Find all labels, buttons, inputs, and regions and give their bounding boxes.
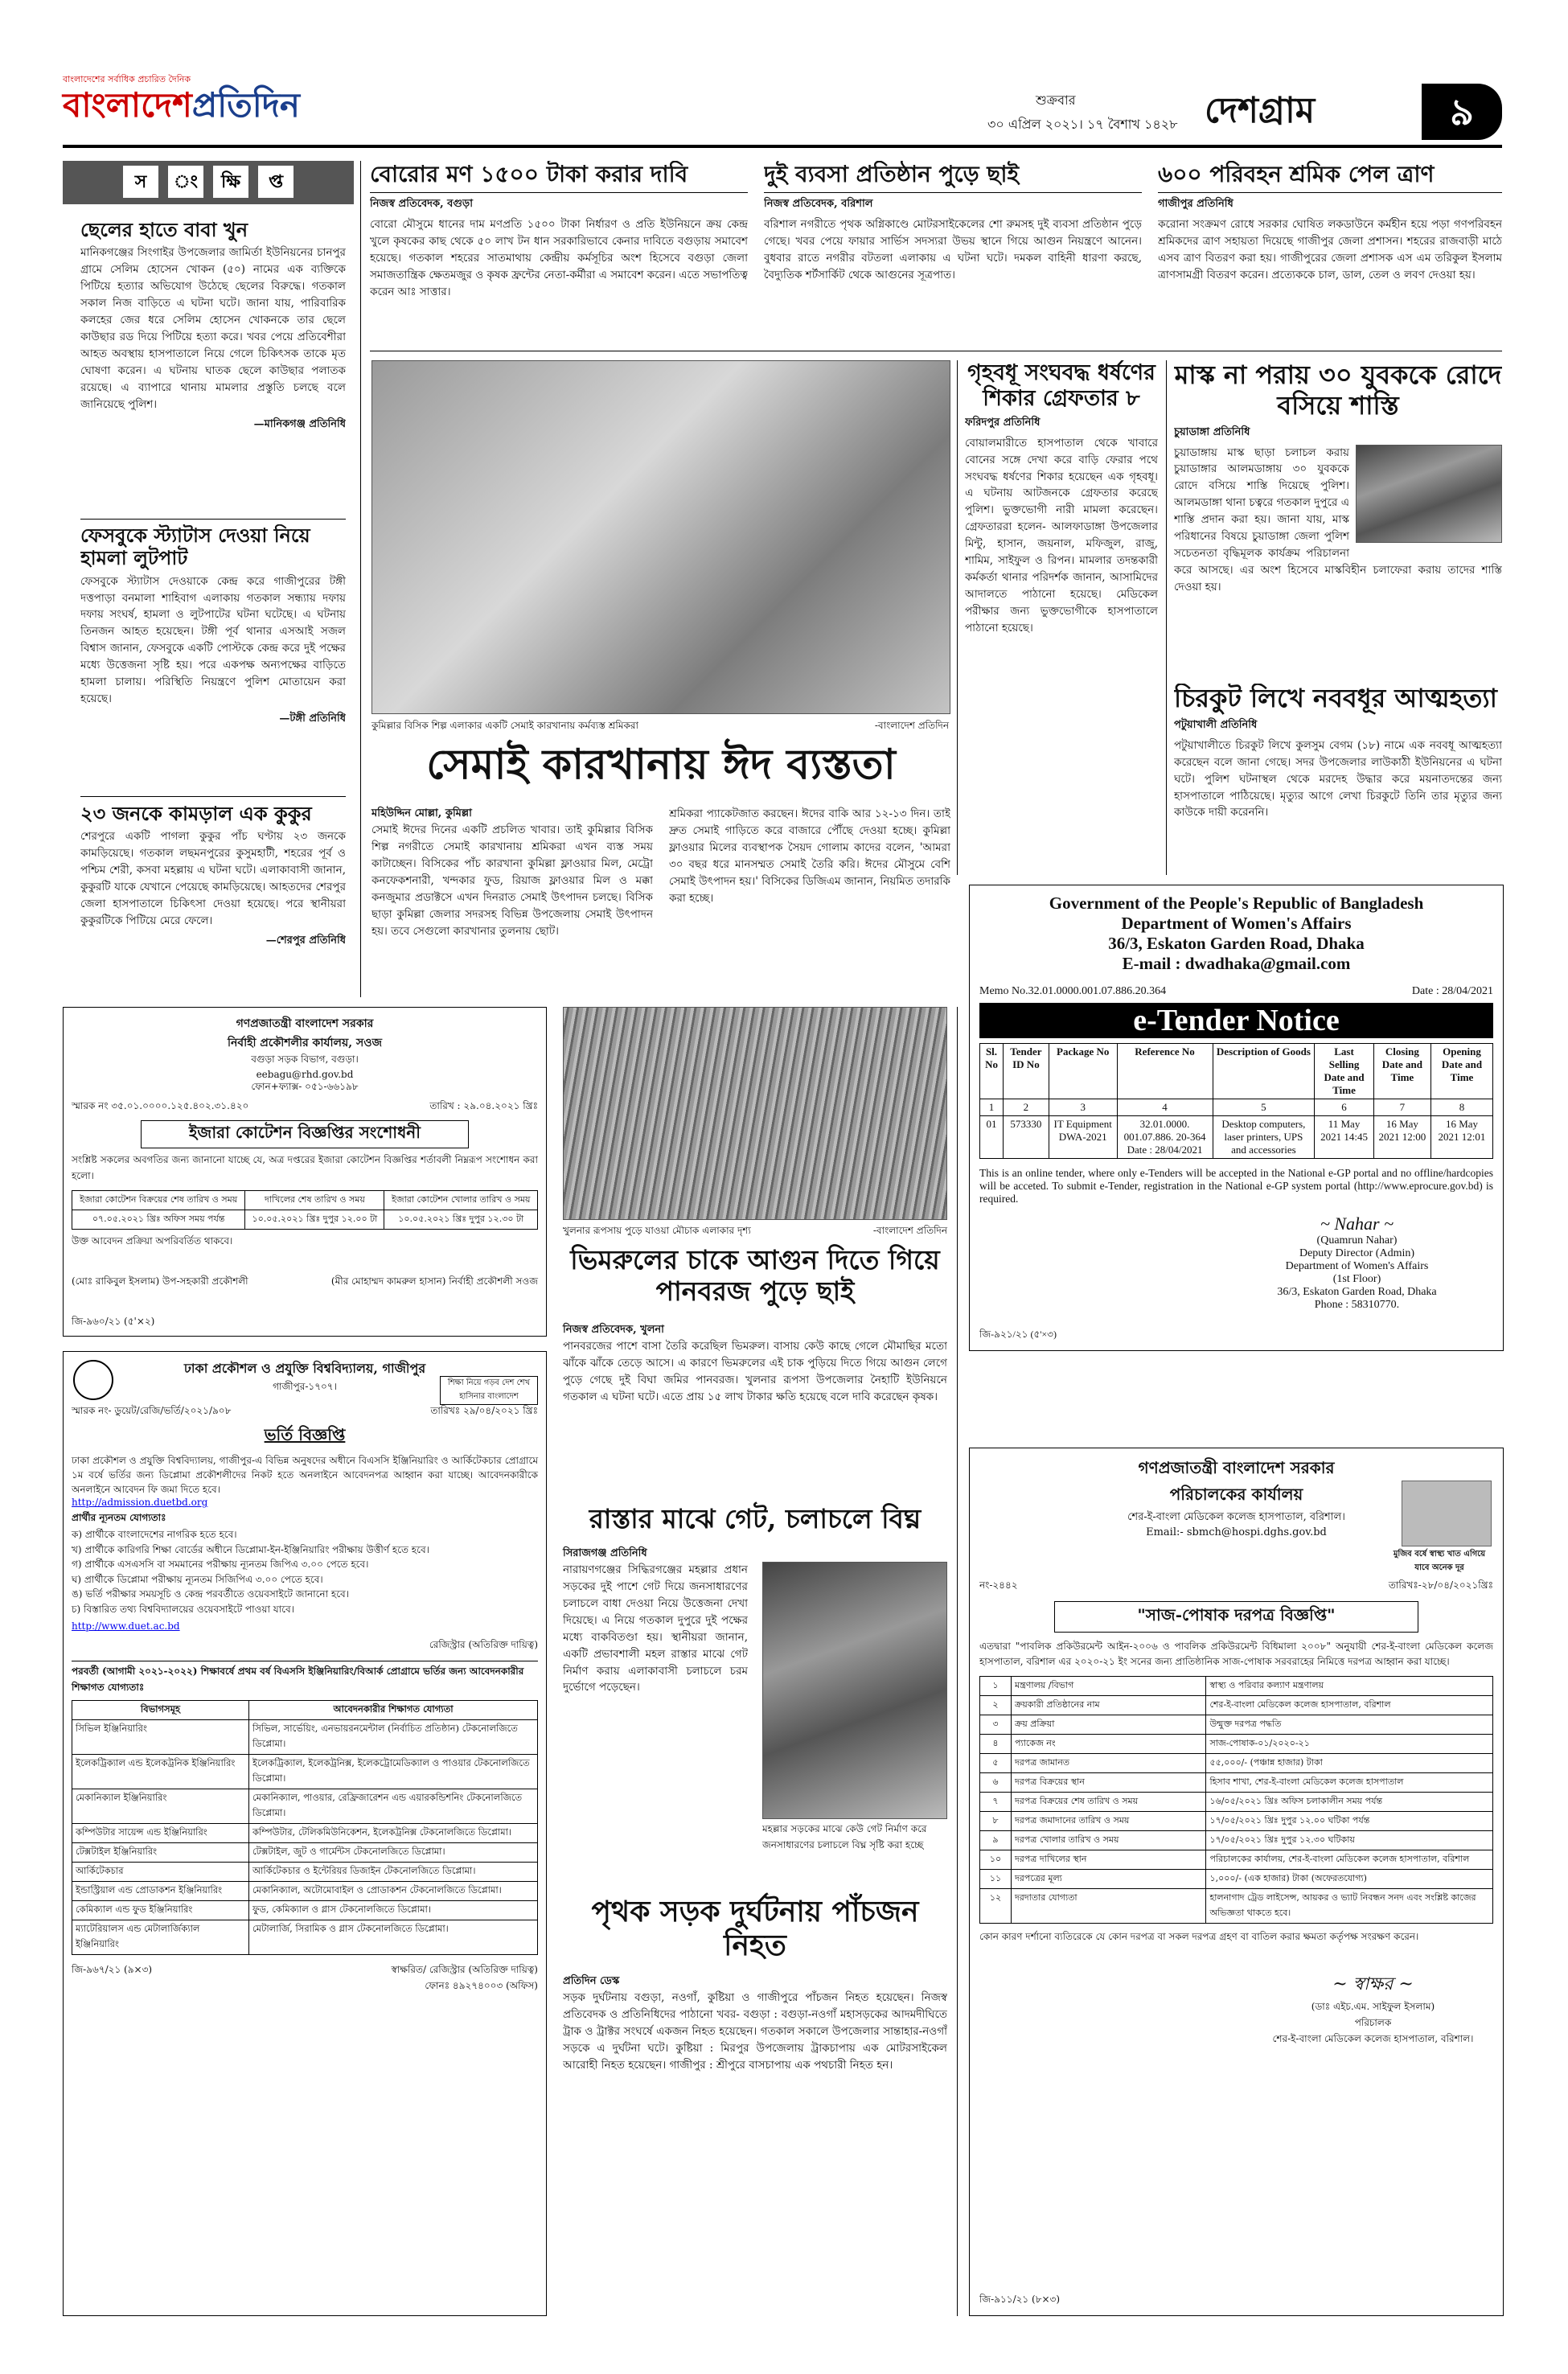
table-row bbox=[72, 1920, 538, 1954]
table-header: বিভাগসমূহ bbox=[72, 1700, 249, 1719]
table-cell: ক্রয় প্রক্রিয়া bbox=[1012, 1715, 1206, 1735]
table-header: Package No bbox=[1049, 1044, 1117, 1099]
masthead-logo-part2: প্রতিদিন bbox=[191, 85, 300, 125]
story-byline: গাজীপুর প্রতিনিধি bbox=[1158, 198, 1233, 211]
table-cell: দরপত্র বিক্রয়ের স্থান bbox=[1012, 1773, 1206, 1793]
table-cell: স্বাস্থ্য ও পরিবার কল্যাণ মন্ত্রণালয় bbox=[1206, 1677, 1493, 1696]
ad-site[interactable]: http://www.duet.ac.bd bbox=[72, 1620, 180, 1632]
qual-title: প্রার্থীর ন্যূনতম যোগ্যতাঃ bbox=[72, 1512, 166, 1523]
table-cell: ১১ bbox=[980, 1870, 1012, 1889]
table-row bbox=[980, 1677, 1493, 1696]
column-rule bbox=[957, 360, 958, 875]
ad-line: Department of Women's Affairs bbox=[1121, 914, 1352, 933]
footer-phone: ফোনঃ ৪৯২৭৪০০৩ (অফিস) bbox=[425, 1979, 538, 1991]
masthead-date: ৩০ এপ্রিল ২০২১। ১৭ বৈশাখ ১৪২৮ bbox=[987, 117, 1178, 132]
signer: রেজিস্ট্রার (অতিরিক্ত দায়িত্ব) bbox=[429, 1638, 538, 1650]
ad-hospital: শের-ই-বাংলা মেডিকেল কলেজ হাসপাতাল, বরিশাল। bbox=[1127, 1511, 1345, 1523]
seat-table bbox=[72, 1700, 538, 1955]
signer-phone: Phone : 58310770. bbox=[1314, 1299, 1400, 1311]
memo-date: Date : 28/04/2021 bbox=[1411, 985, 1493, 997]
table-row bbox=[980, 1850, 1493, 1870]
table-header: Opening Date and Time bbox=[1430, 1044, 1492, 1099]
footer-sign: স্বাক্ষরিত/ রেজিস্ট্রার (অতিরিক্ত দায়িত্ব) bbox=[391, 1963, 538, 1975]
ad-ref: জি-৯১১/২১ (৮×৩) bbox=[979, 2294, 1061, 2305]
vimrul-headline: ভিমরুলের চাকে আগুন দিতে গিয়ে পানবরজ পুড়ে ছাই bbox=[570, 1244, 940, 1307]
brief-body: শেরপুরে একটি পাগলা কুকুর পাঁচ ঘণ্টায় ২৩ জনকে কামড়িয়েছে। গতকাল লছমনপুরের কুসুমহাটী, শহরের পূর্ব ও পশ্চিম শেরী, কসবা মহল্লায় এ ঘটনা ঘটে। এলাকাবাসী জানান, কুকুরটি যাকে যেখানে পেয়েছে কামড়িয়েছে। আহতদের শেরপুর জেলা হাসপাতালে চিকিৎসা দেওয়া হয়েছে। পরে স্থানীয়রা কুকুরটিকে পিটিয়ে মেরে ফেলে। bbox=[80, 830, 346, 927]
table-cell: ফুড, কেমিক্যাল ও গ্লাস টেকনোলজিতে ডিপ্লোমা। bbox=[249, 1900, 538, 1920]
table-header: Tender ID No bbox=[1004, 1044, 1049, 1099]
table-cell: দরদাতার যোগ্যতা bbox=[1012, 1889, 1206, 1924]
photo-credit: -বাংলাদেশ প্রতিদিন bbox=[874, 720, 949, 731]
ad-title: ভর্তি বিজ্ঞপ্তি bbox=[264, 1425, 346, 1444]
table-cell: মেকানিক্যাল, অটোমোবাইল ও প্রোডাকশন টেকনোলজিতে ডিপ্লোমা। bbox=[249, 1881, 538, 1900]
story-byline: ফরিদপুর প্রতিনিধি bbox=[965, 416, 1041, 429]
table-cell: দরপত্রের মূল্য bbox=[1012, 1870, 1206, 1889]
ad-duet bbox=[63, 1351, 547, 2316]
table-cell: ম্যাটেরিয়ালস এন্ড মেটালার্জিক্যাল ইঞ্জিনিয়ারিং bbox=[72, 1920, 249, 1954]
signer-title: Deputy Director (Admin) bbox=[1299, 1247, 1415, 1259]
signer-dept: Department of Women's Affairs bbox=[1285, 1260, 1429, 1272]
table-cell: টেক্সটাইল, জুট ও গার্মেন্টস টেকনোলজিতে ডিপ্লোমা। bbox=[249, 1842, 538, 1862]
table-cell: ১০.০৫.২০২১ খ্রিঃ দুপুর ১২.০০ টা bbox=[245, 1210, 384, 1230]
table-row bbox=[980, 1696, 1493, 1715]
photo-caption: কুমিল্লার বিসিক শিল্প এলাকার একটি সেমাই কারখানায় কর্মব্যস্ত শ্রমিকরা bbox=[371, 720, 638, 731]
table-header: Last Selling Date and Time bbox=[1315, 1044, 1373, 1099]
signer-title: পরিচালক bbox=[1354, 2017, 1392, 2029]
grihobodhu-story bbox=[965, 360, 1158, 875]
top-story bbox=[764, 161, 1142, 346]
table-cell: ২ bbox=[980, 1696, 1012, 1715]
table-cell: ইলেকট্রিক্যাল, ইলেকট্রনিক্স, ইলেকট্রোমেডিক্যাল ও পাওয়ার টেকনোলজিতে ডিপ্লোমা। bbox=[249, 1754, 538, 1789]
table-cell: মেকানিক্যাল, পাওয়ার, রেফ্রিজারেশন এন্ড এয়ারকন্ডিশনিং টেকনোলজিতে ডিপ্লোমা। bbox=[249, 1789, 538, 1823]
ad-institution: ঢাকা প্রকৌশল ও প্রযুক্তি বিশ্ববিদ্যালয়, গাজীপুর bbox=[183, 1361, 426, 1376]
table-header: ইজারা কোটেশন খোলার তারিখ ও সময় bbox=[384, 1191, 538, 1210]
table-header: ইজারা কোটেশন বিক্রয়ের শেষ তারিখ ও সময় bbox=[72, 1191, 245, 1210]
accident-byline: প্রতিদিন ডেস্ক bbox=[563, 1975, 620, 1987]
raster-body: নারায়ণগঞ্জের সিদ্ধিরগঞ্জের মহল্লার প্রধান সড়কের দুই পাশে গেট দিয়ে জনসাধারণের চলাচলে বাধা দেওয়া নিয়ে উত্তেজনা দেখা দিয়েছে। এ নিয়ে গতকাল দুপুরে দুই পক্ষের মধ্যে বাকবিতণ্ডা হয়। স্থানীয়রা জানান, একটি প্রভাবশালী মহল রাস্তার মাঝে গেট নির্মাণ করায় এলাকাবাসী চলাচলে চরম দুর্ভোগে পড়েছেন। bbox=[563, 1563, 748, 1694]
ad-gov: গণপ্রজাতন্ত্রী বাংলাদেশ সরকার bbox=[1138, 1458, 1335, 1477]
raster-byline: সিরাজগঞ্জ প্রতিনিধি bbox=[563, 1547, 647, 1559]
table-cell: দরপত্র জমাদানের তারিখ ও সময় bbox=[1012, 1812, 1206, 1831]
story-body: করোনা সংক্রমণ রোধে সরকার ঘোষিত লকডাউনে কর্মহীন হয়ে পড়া গণপরিবহন শ্রমিকদের ত্রাণ সহায়তা দিয়েছে গাজীপুর জেলা প্রশাসন। শহরের রাজবাড়ী মাঠে এসব ত্রাণ বিতরণ করা হয়। গাজীপুরের জেলা প্রশাসক এস এম তরিকুল ইসলাম ত্রাণসামগ্রী বিতরণ করেন। প্রত্যেককে চাল, ডাল, তেল ও লবণ দেওয়া হয়। bbox=[1158, 218, 1502, 281]
ad-ref: জি-৯৬৭/২১ (৯×৩) bbox=[72, 1963, 153, 1975]
ad-email: Email:- sbmch@hospi.dghs.gov.bd bbox=[1146, 1526, 1327, 1538]
story-body: বোরো মৌসুমে ধানের দাম মণপ্রতি ১৫০০ টাকা নির্ধারণ ও প্রতি ইউনিয়নে ক্রয় কেন্দ্র খুলে কৃষকের কাছ থেকে ৫০ লাখ টন ধান সরকারিভাবে কেনার দাবিতে বগুড়ায় সমাবেশ হয়েছে। গতকাল শহরের সাতমাথায় কেন্দ্রীয় কর্মসূচির অংশ হিসেবে বগুড়া জেলা সমাজতান্ত্রিক ক্ষেতমজুর ও কৃষক ফ্রন্টের নেতা-কর্মীরা এ সমাবেশ করেন। এতে সভাপতিত্ব করেন আঃ সাত্তার। bbox=[370, 218, 748, 298]
table-header: Closing Date and Time bbox=[1373, 1044, 1430, 1099]
semai-photo bbox=[371, 360, 950, 714]
tender-note: This is an online tender, where only e-Tenders will be accepted in the National e-GP portal and no offline/hardcopies will be acceted. To submit e-Tender, registration in the National e-GP system portal (http://www.eprocure.gov.bd) is required. bbox=[979, 1167, 1493, 1205]
mask-photo bbox=[1356, 445, 1502, 543]
table-cell: 2 bbox=[1004, 1099, 1049, 1116]
story-byline: চুয়াডাঙ্গা প্রতিনিধি bbox=[1174, 425, 1250, 438]
photo-credit: -বাংলাদেশ প্রতিদিন bbox=[872, 1225, 947, 1236]
table-row bbox=[980, 1754, 1493, 1773]
table-cell: পরিচালকের কার্যালয়, শের-ই-বাংলা মেডিকেল কলেজ হাসপাতাল, বরিশাল bbox=[1206, 1850, 1493, 1870]
memo-number: স্মারক নং ৩৫.০১.০০০০.১২৫.৪০২.৩১.৪২০ bbox=[72, 1100, 249, 1111]
table-header: Sl. No bbox=[980, 1044, 1004, 1099]
column-rule bbox=[360, 161, 361, 997]
signature-icon: ~ Nahar ~ bbox=[1320, 1214, 1394, 1234]
story-headline: চিরকুট লিখে নববধূর আত্মহত্যা bbox=[1174, 684, 1497, 713]
table-cell: প্যাকেজ নং bbox=[1012, 1735, 1206, 1754]
ad-badge: মুজিব বর্ষে স্বাস্থ্য খাত এগিয়ে যাবে অনেক দূর bbox=[1393, 1550, 1486, 1572]
table-cell: শের-ই-বাংলা মেডিকেল কলেজ হাসপাতাল, বরিশাল bbox=[1206, 1696, 1493, 1715]
memo-date: তারিখঃ ২৯/০৪/২০২১ খ্রিঃ bbox=[430, 1405, 538, 1416]
top-story bbox=[370, 161, 748, 346]
table-cell: ৬ bbox=[980, 1773, 1012, 1793]
semai-body-1: সেমাই ঈদের দিনের একটি প্রচলিত খাবার। তাই কুমিল্লার বিসিক শিল্প নগরীতে সেমাই কারখানায় শ্রমিকরা এখন ব্যস্ত সময় কাটাচ্ছেন। বিসিকের পাঁচ কারখানা কুমিল্লা ফ্লাওয়ার মিল, মেট্রো কনফেকশনারী, খন্দকার ফুড, রিয়াজ ফ্লাওয়ার মিল ও মক্কা কনজুমার প্রডাক্টসে এখন দিনরাত সেমাই উৎপাদন চলছে। বিসিক ছাড়া কুমিল্লা জেলার সদরসহ বিভিন্ন উপজেলায় সেমাই উৎপাদন হয়। তবে সেগুলো কারখানার তুলনায় ছোট। bbox=[371, 824, 653, 938]
table-row bbox=[72, 1881, 538, 1900]
memo-number: Memo No.32.01.0000.001.07.886.20.364 bbox=[979, 985, 1167, 997]
table-cell: দরপত্র খোলার তারিখ ও সময় bbox=[1012, 1831, 1206, 1850]
table-cell: 3 bbox=[1049, 1099, 1117, 1116]
semai-headline: সেমাই কারখানায় ঈদ ব্যস্ততা bbox=[426, 740, 896, 789]
ad-email: eebagu@rhd.gov.bd bbox=[256, 1069, 354, 1080]
ad-women-affairs bbox=[969, 885, 1504, 1351]
table-cell: 4 bbox=[1117, 1099, 1213, 1116]
table-cell: ১০.০৫.২০২১ খ্রিঃ দুপুর ১২.৩০ টা bbox=[384, 1210, 538, 1230]
brief-title: ২৩ জনকে কামড়াল এক কুকুর bbox=[80, 803, 312, 825]
masthead-day: শুক্রবার bbox=[1036, 92, 1076, 108]
table-header: আবেদনকারীর শিক্ষাগত যোগ্যতা bbox=[249, 1700, 538, 1719]
table-cell: ১ bbox=[980, 1677, 1012, 1696]
table-row bbox=[980, 1715, 1493, 1735]
table-cell: আর্কিটেকচার bbox=[72, 1862, 249, 1881]
ad-badge: শিক্ষা নিয়ে গড়ব দেশ শেখ হাসিনার বাংলাদেশ bbox=[440, 1376, 538, 1405]
table-cell: সাজ-পোষাক-০১/২০২০-২১ bbox=[1206, 1735, 1493, 1754]
column-rule bbox=[1166, 360, 1167, 875]
brief-credit: —শেরপুর প্রতিনিধি bbox=[265, 934, 346, 947]
semai-body-2: শ্রমিকরা প্যাকেটজাত করছেন। ঈদের বাকি আর ১২-১৩ দিন। তাই দ্রুত সেমাই গাড়িতে করে বাজারে পৌঁছে দেওয়া হচ্ছে। কুমিল্লা ফ্লাওয়ার মিলের ব্যবস্থাপক সৈয়দ গোলাম কাদের বলেন, 'আমরা ৩০ বছর ধরে মানসম্মত সেমাই তৈরি করি। ঈদের মৌসুমে বেশি সেমাই উৎপাদন হয়।' বিসিকের ডিজিএম জানান, নিয়মিত তদারকি করা হচ্ছে। bbox=[669, 807, 950, 905]
brief-title: ছেলের হাতে বাবা খুন bbox=[80, 219, 248, 241]
ad-line: E-mail : dwadhaka@gmail.com bbox=[1122, 954, 1351, 973]
top-story bbox=[1158, 161, 1502, 346]
signer-addr: 36/3, Eskaton Garden Road, Dhaka bbox=[1277, 1286, 1437, 1298]
list-item: ঘ) প্রার্থীকে ডিপ্লোমা পরীক্ষায় ন্যূনতম সিজিপিএ ৩.০০ পেতে হবে। bbox=[72, 1573, 323, 1585]
table-cell: মন্ত্রণালয় /বিভাগ bbox=[1012, 1677, 1206, 1696]
ad-intro: এতদ্বারা "পাবলিক প্রকিউরমেন্ট আইন-২০০৬ ও পাবলিক প্রকিউরমেন্ট বিধিমালা ২০০৮" অনুযায়ী শের-ই-বাংলা মেডিকেল কলেজ হাসপাতাল, বরিশাল এর ২০২০-২১ ইং সনের জন্য প্রাতিষ্ঠানিক সাজ-পোষাক সরবরাহের নিমিত্তে দরপত্র আহ্বান করা যাচ্ছে। bbox=[979, 1641, 1493, 1668]
ad-ref: জি-৯২১/২১ (৫'×৩) bbox=[979, 1329, 1057, 1340]
ad-body: ঢাকা প্রকৌশল ও প্রযুক্তি বিশ্ববিদ্যালয়, গাজীপুর-এ বিভিন্ন অনুষদের অধীনে বিএসসি ইঞ্জিনিয়ারিং ও আর্কিটেকচার প্রোগ্রামে ১ম বর্ষে ভর্তির জন্য ডিপ্লোমা প্রকৌশলীদের নিকট হতে অনলাইনে আবেদনপত্র আহ্বান করা যাচ্ছে। আবেদনকারীকে অনলাইনে আবেদন ফি জমা দিতে হবে। bbox=[72, 1455, 538, 1495]
ad-url[interactable]: http://admission.duetbd.org bbox=[72, 1497, 208, 1508]
brief-item bbox=[80, 524, 346, 794]
memo-date: তারিখ : ২৯.০৪.২০২১ খ্রিঃ bbox=[429, 1100, 538, 1111]
vimrul-byline: নিজস্ব প্রতিবেদক, খুলনা bbox=[563, 1324, 664, 1336]
tender-table bbox=[979, 1676, 1493, 1924]
brief-body: মানিকগঞ্জের সিংগাইর উপজেলার জামির্তা ইউনিয়নের চানপুর গ্রামে সেলিম হোসেন খোকন (৫০) নামের এক ব্যক্তিকে পিটিয়ে হত্যার অভিযোগ উঠেছে ছেলের বিরুদ্ধে। গতকাল সকাল নিজ বাড়িতে এ ঘটনা ঘটে। জানা যায়, পারিবারিক কলহের জের ধরে সেলিম হোসেন খোকনকে তার ছেলে কাউছার রড দিয়ে পিটিয়ে হত্যা করে। খবর পেয়ে প্রতিবেশীরা আহত অবস্থায় হাসপাতালে নিয়ে গেলে চিকিৎসক তাকে মৃত ঘোষণা করেন। এ ঘটনায় ঘাতক ছেলে কাউছার পলাতক রয়েছে। এ ব্যাপারে থানায় মামলার প্রস্তুতি চলছে বলে জানিয়েছে পুলিশ। bbox=[80, 246, 346, 411]
list-item: গ) প্রার্থীকে এসএসসি বা সমমানের পরীক্ষায় ন্যূনতম জিপিএ ৩.০০ পেতে হবে। bbox=[72, 1559, 369, 1571]
list-item: খ) প্রার্থীকে কারিগরি শিক্ষা বোর্ডের অধীনে ডিপ্লোমা-ইন-ইঞ্জিনিয়ারিং পরীক্ষায় উত্তীর্ণ হতে হবে। bbox=[72, 1543, 429, 1555]
brief-item bbox=[80, 219, 346, 515]
table-row bbox=[980, 1870, 1493, 1889]
table-cell: উন্মুক্ত দরপত্র পদ্ধতি bbox=[1206, 1715, 1493, 1735]
table-cell: মেটালার্জি, সিরামিক ও গ্লাস টেকনোলজিতে ডিপ্লোমা। bbox=[249, 1920, 538, 1954]
story-body: বোয়ালমারীতে হাসপাতাল থেকে খাবারে বোনের সঙ্গে দেখা করে বাড়ি ফেরার পথে সংঘবদ্ধ ধর্ষণের শিকার হয়েছেন এক গৃহবধূ। এ ঘটনায় আটজনকে গ্রেফতার করেছে পুলিশ। ভুক্তভোগী নারী মামলা করেছেন। গ্রেফতাররা হলেন- আলফাডাঙ্গা উপজেলার মিন্টু, হাসান, জয়নাল, মফিজুল, রাজু, শামিম, সাইফুল ও রিপন। মামলার তদন্তকারী কর্মকর্তা থানার পরিদর্শক জানান, আসামিদের আদালতে পাঠানো হয়েছে। মেডিকেল পরীক্ষার জন্য ভুক্তভোগীকে হাসপাতালে পাঠানো হয়েছে। bbox=[965, 436, 1158, 635]
accident-body: সড়ক দুর্ঘটনায় বগুড়া, নওগাঁ, কুষ্টিয়া ও গাজীপুরে পাঁচজন নিহত হয়েছেন। নিজস্ব প্রতিবেদক ও প্রতিনিধিদের পাঠানো খবর- বগুড়া : বগুড়া-নওগাঁ মহাসড়কের আদমদীঘিতে ট্রাক ও ট্রাক্টর সংঘর্ষে একজন নিহত হয়েছেন। গতকাল সকালে উপজেলার সান্তাহার-নওগাঁ সড়কে এ দুর্ঘটনা ঘটে। কুষ্টিয়া : মিরপুর উপজেলায় ট্রাকচাপায় এক মোটরসাইকেল আরোহী নিহত হয়েছেন। গাজীপুর : শ্রীপুরে বাসচাপায় এক পথচারী নিহত হন। bbox=[563, 1991, 947, 2072]
table-cell: Desktop computers, laser printers, UPS and accessories bbox=[1213, 1116, 1315, 1159]
brief-item bbox=[80, 803, 346, 996]
photo-caption: মহল্লার সড়কের মাঝে কেউ গেট নির্মাণ করে জনসাধারণের চলাচলে বিঘ্ন সৃষ্টি করা হচ্ছে bbox=[762, 1823, 927, 1850]
table-cell: ১২ bbox=[980, 1889, 1012, 1924]
brief-letter: ং bbox=[168, 166, 203, 198]
section-title: দেশগ্রাম bbox=[1205, 90, 1316, 131]
accident-headline: পৃথক সড়ক দুর্ঘটনায় পাঁচজন নিহত bbox=[591, 1895, 919, 1963]
signer-right: (মীর মোহাম্মদ কামরুল হাসান) নির্বাহী প্রকৌশলী সওজ bbox=[330, 1275, 538, 1287]
tender-table bbox=[979, 1043, 1493, 1159]
table-cell: হালনাগাদ ট্রেড লাইসেন্স, আয়কর ও ভ্যাট নিবন্ধন সনদ এবং সংশ্লিষ্ট কাজের অভিজ্ঞতা থাকতে হবে। bbox=[1206, 1889, 1493, 1924]
mask-story bbox=[1174, 360, 1502, 678]
column-rule bbox=[957, 1007, 958, 2316]
table-cell: ১৬/০৫/২০২১ খ্রিঃ অফিস চলাকালীন সময় পর্যন্ত bbox=[1206, 1793, 1493, 1812]
table-row bbox=[980, 1773, 1493, 1793]
table-cell: আর্কিটেকচার ও ইন্টেরিয়র ডিজাইন টেকনোলজিতে ডিপ্লোমা। bbox=[249, 1862, 538, 1881]
masthead-logo bbox=[63, 85, 300, 125]
table-row bbox=[72, 1719, 538, 1754]
table-row bbox=[72, 1842, 538, 1862]
ad-division: বগুড়া সড়ক বিভাগ, বগুড়া। bbox=[251, 1054, 359, 1065]
table-cell: 6 bbox=[1315, 1099, 1373, 1116]
raster-photo bbox=[762, 1562, 947, 1819]
story-body: বরিশাল নগরীতে পৃথক অগ্নিকাণ্ডে মোটরসাইকেলের শো রুমসহ দুই ব্যবসা প্রতিষ্ঠান পুড়ে গেছে। খবর পেয়ে ফায়ার সার্ভিস সদস্যরা উভয় স্থানে গিয়ে আগুন নিয়ন্ত্রণে আনেন। বুধবার রাতে নগরীর বটতলা এলাকায় এ ঘটনা ঘটে। দমকল বাহিনী ধারণা করছে, বৈদ্যুতিক শর্টসার্কিট থেকে আগুনের সূত্রপাত। bbox=[764, 218, 1142, 281]
divider bbox=[80, 796, 346, 797]
table-cell: সিভিল ইঞ্জিনিয়ারিং bbox=[72, 1719, 249, 1754]
ad-office: পরিচালকের কার্যালয় bbox=[1169, 1485, 1303, 1504]
page-number: ৯ bbox=[1422, 84, 1502, 140]
signer-org: শের-ই-বাংলা মেডিকেল কলেজ হাসপাতাল, বরিশাল। bbox=[1272, 2033, 1474, 2045]
ad-title: "সাজ-পোষাক দরপত্র বিজ্ঞপ্তি" bbox=[1054, 1601, 1418, 1633]
table-row bbox=[72, 1823, 538, 1842]
table-cell: কম্পিউটার, টেলিকমিউনিকেশন, ইলেকট্রনিক্স টেকনোলজিতে ডিপ্লোমা। bbox=[249, 1823, 538, 1842]
table-row bbox=[980, 1889, 1493, 1924]
vimrul-body: পানবরজের পাশে বাসা তৈরি করেছিল ভিমরুল। বাসায় কেউ কাছে গেলে মৌমাছির মতো ঝাঁকে ঝাঁকে তেড়ে আসে। এ কারণে ভিমরুলের এই চাক পুড়িয়ে দিতে গিয়ে আগুন লেগে পুড়ে গেছে দুই বিঘা জমির পানবরজ। খুলনার রূপসা উপজেলার নৈহাটি ইউনিয়নে গতকাল এ ঘটনা ঘটে। এতে প্রায় ১৫ লাখ টাকার ক্ষতি হয়েছে বলে দাবি করেছেন কৃষক। bbox=[563, 1340, 947, 1403]
brief-body: ফেসবুকে স্ট্যাটাস দেওয়াকে কেন্দ্র করে গাজীপুরের টঙ্গী দত্তপাড়া বনমালা শাহিবাগ এলাকায় গতকাল সন্ধ্যায় দফায় দফায় সংঘর্ষ, হামলা ও লুটপাটের ঘটনা ঘটেছে। এ ঘটনায় তিনজন আহত হয়েছেন। টঙ্গী পূর্ব থানার এসআই সজল বিশ্বাস জানান, ফেসবুকে একটি পোস্টকে কেন্দ্র করে দুই পক্ষের মধ্যে উত্তেজনা সৃষ্টি হয়। পরে একপক্ষ অন্যপক্ষের বাড়িতে হামলা চালায়। পরিস্থিতি নিয়ন্ত্রণে পুলিশ মোতায়েন করা হয়েছে। bbox=[80, 574, 346, 706]
masthead bbox=[63, 50, 1502, 146]
table-cell: ১৭/০৫/২০২১ খ্রিঃ দুপুর ১২.০০ ঘটিকা পর্যন্ত bbox=[1206, 1812, 1493, 1831]
portrait-icon bbox=[1402, 1481, 1492, 1546]
chirkut-story bbox=[1174, 684, 1502, 877]
table-cell: ৮ bbox=[980, 1812, 1012, 1831]
ad-office: নির্বাহী প্রকৌশলীর কার্যালয়, সওজ bbox=[227, 1037, 383, 1049]
table-cell: হিসাব শাখা, শের-ই-বাংলা মেডিকেল কলেজ হাসপাতাল bbox=[1206, 1773, 1493, 1793]
table-row bbox=[72, 1789, 538, 1823]
brief-letter: ক্ষি bbox=[213, 166, 248, 198]
list-item: ক) প্রার্থীকে বাংলাদেশের নাগরিক হতে হবে। bbox=[72, 1529, 237, 1540]
semai-byline: মহিউদ্দিন মোল্লা, কুমিল্লা bbox=[371, 807, 472, 819]
table-header: দাখিলের শেষ তারিখ ও সময় bbox=[245, 1191, 384, 1210]
masthead-tagline: বাংলাদেশের সর্বাধিক প্রচারিত দৈনিক bbox=[63, 74, 191, 84]
ad-phone: ফোন+ফ্যাক্স- ০৫১-৬৬১৯৮ bbox=[251, 1081, 359, 1092]
ad-bagura-rhd bbox=[63, 1007, 547, 1337]
table-cell: ৫৫,০০০/- (পঞ্চান্ন হাজার) টাকা bbox=[1206, 1754, 1493, 1773]
story-body: পটুয়াখালীতে চিরকুট লিখে কুলসুম বেগম (১৮) নামে এক নববধূ আত্মহত্যা করেছেন বলে জানা গেছে। সদর উপজেলার লাউকাঠী ইউনিয়নের এ ঘটনা ঘটে। পুলিশ ঘটনাস্থল থেকে মরদেহ উদ্ধার করে ময়নাতদন্তের জন্য হাসপাতালে পাঠিয়েছে। মৃত্যুর আগে লেখা চিরকুটে তিনি তার মৃত্যুর জন্য কাউকে দায়ী করেননি। bbox=[1174, 738, 1502, 819]
table-cell: ০৭.০৫.২০২১ খ্রিঃ অফিস সময় পর্যন্ত bbox=[72, 1210, 245, 1230]
table-row bbox=[72, 1754, 538, 1789]
table-header: Reference No bbox=[1117, 1044, 1213, 1099]
ad-line: Government of the People's Republic of Bangladesh bbox=[1049, 893, 1424, 913]
story-byline: নিজস্ব প্রতিবেদক, বরিশাল bbox=[764, 198, 873, 211]
signer-name: (ডাঃ এইচ.এম. সাইফুল ইসলাম) bbox=[1311, 2001, 1435, 2013]
table-cell: সিভিল, সার্ভেয়িং, এনভায়রনমেন্টাল (নির্বাচিত প্রতিষ্ঠান) টেকনোলজিতে ডিপ্লোমা। bbox=[249, 1719, 538, 1754]
story-headline: গৃহবধূ সংঘবদ্ধ ধর্ষণের শিকার গ্রেফতার ৮ bbox=[967, 360, 1155, 411]
seat-title: পরবর্তী (আগামী ২০২১-২০২২) শিক্ষাবর্ষে প্রথম বর্ষ বিএসসি ইঞ্জিনিয়ারিং/বিআর্ক প্রোগ্রামে ভর্তির জন্য আবেদনকারীর শিক্ষাগত যোগ্যতাঃ bbox=[72, 1661, 538, 1697]
table-cell: ১০ bbox=[980, 1850, 1012, 1870]
table-cell: ৩ bbox=[980, 1715, 1012, 1735]
table-row bbox=[980, 1735, 1493, 1754]
table-cell: 32.01.0000. 001.07.886. 20-364 Date : 28/04/2021 bbox=[1117, 1116, 1213, 1159]
table-row bbox=[980, 1831, 1493, 1850]
logo-icon bbox=[73, 1360, 113, 1400]
etender-banner: e-Tender Notice bbox=[979, 1003, 1493, 1038]
table-row bbox=[72, 1862, 538, 1881]
table-cell: কম্পিউটার সায়েন্স এন্ড ইঞ্জিনিয়ারিং bbox=[72, 1823, 249, 1842]
table-row bbox=[72, 1900, 538, 1920]
story-body: চুয়াডাঙ্গায় মাস্ক ছাড়া চলাচল করায় চুয়াডাঙ্গার আলমডাঙ্গায় ৩০ যুবককে রোদে বসিয়ে শাস্তি দিয়েছে পুলিশ। আলমডাঙ্গা থানা চত্বরে গতকাল দুপুরে এ শাস্তি প্রদান করা হয়। জানা যায়, মাস্ক পরিধানের বিষয়ে চুয়াডাঙ্গা জেলা পুলিশ সচেতনতা বৃদ্ধিমূলক কার্যক্রম পরিচালনা করে আসছে। এর অংশ হিসেবে মাস্কবিহীন চলাফেরা করায় তাদের শাস্তি দেওয়া হয়। bbox=[1174, 446, 1502, 594]
story-headline: ৬০০ পরিবহন শ্রমিক পেল ত্রাণ bbox=[1158, 161, 1502, 193]
table-cell: টেক্সটাইল ইঞ্জিনিয়ারিং bbox=[72, 1842, 249, 1862]
ad-closing: কোন কারণ দর্শানো ব্যতিরেকে যে কোন দরপত্র বা সকল দরপত্র গ্রহণ বা বাতিল করার ক্ষমতা কর্তৃপক্ষ সংরক্ষণ করেন। bbox=[979, 1931, 1419, 1943]
table-cell: ৫ bbox=[980, 1754, 1012, 1773]
table-cell: ৪ bbox=[980, 1735, 1012, 1754]
masthead-rule bbox=[63, 145, 1502, 148]
table-cell: ৯ bbox=[980, 1831, 1012, 1850]
signer-name: (Quamrun Nahar) bbox=[1316, 1234, 1398, 1247]
list-item: ঙ) ভর্তি পরীক্ষার সময়সূচি ও কেন্দ্র পরবর্তীতে ওয়েবসাইটে জানানো হবে। bbox=[72, 1588, 349, 1600]
brief-letter: প্ত bbox=[258, 166, 293, 198]
briefs-header bbox=[63, 161, 354, 204]
table-cell: ১,০০০/- (এক হাজার) টাকা (অফেরতযোগ্য) bbox=[1206, 1870, 1493, 1889]
vimrul-photo bbox=[563, 1007, 947, 1220]
table-cell: 7 bbox=[1373, 1099, 1430, 1116]
signer-floor: (1st Floor) bbox=[1332, 1273, 1381, 1285]
raster-headline: রাস্তার মাঝে গেট, চলাচলে বিঘ্ন bbox=[589, 1503, 922, 1534]
table-cell: কেমিক্যাল এন্ড ফুড ইঞ্জিনিয়ারিং bbox=[72, 1900, 249, 1920]
table-cell: 5 bbox=[1213, 1099, 1315, 1116]
table-row bbox=[980, 1812, 1493, 1831]
table-header: Description of Goods bbox=[1213, 1044, 1315, 1099]
ad-footer: উক্ত আবেদন প্রক্রিয়া অপরিবর্তিত থাকবে। bbox=[72, 1235, 233, 1247]
table-cell: ১৭/০৫/২০২১ খ্রিঃ দুপুর ১২.৩০ ঘটিকায় bbox=[1206, 1831, 1493, 1850]
table-cell: ক্রয়কারী প্রতিষ্ঠানের নাম bbox=[1012, 1696, 1206, 1715]
table-cell: মেকানিক্যাল ইঞ্জিনিয়ারিং bbox=[72, 1789, 249, 1823]
brief-title: ফেসবুকে স্ট্যাটাস দেওয়া নিয়ে হামলা লুটপাট bbox=[80, 524, 310, 570]
table-cell: IT Equipment DWA-2021 bbox=[1049, 1116, 1117, 1159]
masthead-logo-part1: বাংলাদেশ bbox=[63, 85, 192, 125]
table-cell: দরপত্র বিক্রয়ের শেষ তারিখ ও সময় bbox=[1012, 1793, 1206, 1812]
qual-list bbox=[72, 1527, 538, 1617]
table-cell: 8 bbox=[1430, 1099, 1492, 1116]
signature-icon: ~ স্বাক্ষর ~ bbox=[1332, 1974, 1414, 1995]
ad-sbmch bbox=[969, 1448, 1504, 2316]
memo-date: তারিখঃ-২৮/০৪/২০২১খ্রিঃ bbox=[1388, 1579, 1493, 1591]
photo-caption: খুলনার রূপসায় পুড়ে যাওয়া মৌচাক এলাকার দৃশ্য bbox=[563, 1225, 751, 1236]
divider bbox=[80, 519, 346, 520]
ad-address: গাজীপুর-১৭০৭। bbox=[273, 1381, 337, 1392]
brief-credit: —টঙ্গী প্রতিনিধি bbox=[279, 713, 346, 725]
table-cell: 16 May 2021 12:01 bbox=[1430, 1116, 1492, 1159]
memo-number: নং-২৪৪২ bbox=[979, 1579, 1018, 1591]
table-cell: ৭ bbox=[980, 1793, 1012, 1812]
ad-gov: গণপ্রজাতন্ত্রী বাংলাদেশ সরকার bbox=[236, 1017, 374, 1030]
schedule-table bbox=[72, 1190, 538, 1230]
story-byline: পটুয়াখালী প্রতিনিধি bbox=[1174, 718, 1258, 731]
memo-number: স্মারক নং- ডুয়েট/রেজি/ভর্তি/২০২১/৯০৮ bbox=[72, 1405, 232, 1416]
table-row bbox=[980, 1793, 1493, 1812]
table-cell: ইলেকট্রিক্যাল এন্ড ইলেকট্রনিক ইঞ্জিনিয়ারিং bbox=[72, 1754, 249, 1789]
table-cell: 573330 bbox=[1004, 1116, 1049, 1159]
brief-credit: —মানিকগঞ্জ প্রতিনিধি bbox=[253, 417, 346, 430]
ad-title: ইজারা কোটেশন বিজ্ঞপ্তির সংশোধনী bbox=[141, 1120, 469, 1148]
list-item: চ) বিস্তারিত তথ্য বিশ্ববিদ্যালয়ের ওয়েবসাইটে পাওয়া যাবে। bbox=[72, 1603, 294, 1615]
table-cell: দরপত্র দাখিলের স্থান bbox=[1012, 1850, 1206, 1870]
table-cell: দরপত্র জামানত bbox=[1012, 1754, 1206, 1773]
ad-line: 36/3, Eskaton Garden Road, Dhaka bbox=[1108, 934, 1365, 953]
story-headline: দুই ব্যবসা প্রতিষ্ঠান পুড়ে ছাই bbox=[764, 161, 1142, 193]
table-cell: 01 bbox=[980, 1116, 1004, 1159]
table-cell: 1 bbox=[980, 1099, 1004, 1116]
ad-ref: জি-৯৬০/২১ (৫'×২) bbox=[72, 1316, 155, 1327]
signer-left: (মোঃ রাকিবুল ইসলাম) উপ-সহকারী প্রকৌশলী bbox=[72, 1275, 248, 1287]
story-byline: নিজস্ব প্রতিবেদক, বগুড়া bbox=[370, 198, 473, 211]
table-cell: 11 May 2021 14:45 bbox=[1315, 1116, 1373, 1159]
ad-body: সংশ্লিষ্ট সকলের অবগতির জন্য জানানো যাচ্ছে যে, অত্র দপ্তরের ইজারা কোটেশন বিজ্ঞপ্তির শর্তাবলী নিম্নরূপ সংশোধন করা হলো। bbox=[72, 1154, 538, 1181]
table-cell: ইন্ডাস্ট্রিয়াল এন্ড প্রোডাকশন ইঞ্জিনিয়ারিং bbox=[72, 1881, 249, 1900]
story-headline: বোরোর মণ ১৫০০ টাকা করার দাবি bbox=[370, 161, 748, 193]
story-headline: মাস্ক না পরায় ৩০ যুবককে রোদে বসিয়ে শাস্তি bbox=[1174, 360, 1502, 421]
table-cell: 16 May 2021 12:00 bbox=[1373, 1116, 1430, 1159]
brief-letter: স bbox=[123, 166, 158, 198]
